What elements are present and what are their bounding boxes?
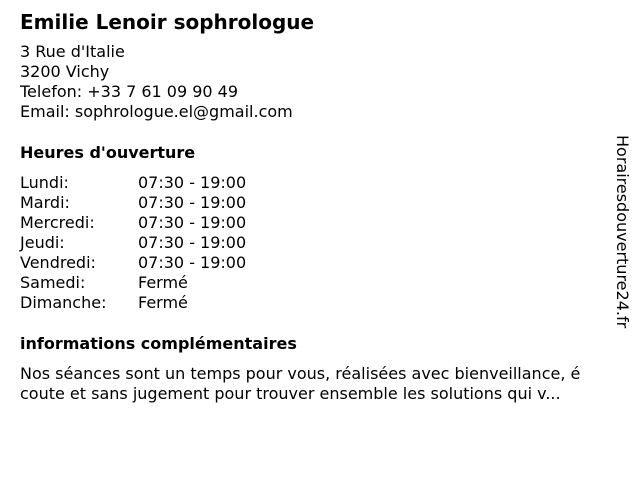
address-street: 3 Rue d'Italie — [20, 42, 125, 61]
hours-row-wednesday — [20, 213, 620, 233]
hours-row-thursday — [20, 233, 620, 253]
business-card — [20, 10, 620, 404]
hours-row-tuesday — [20, 193, 620, 213]
hours-day: Vendredi: — [20, 253, 96, 272]
business-name: Emilie Lenoir sophrologue — [20, 10, 315, 34]
site-watermark: Horairesdouverture24.fr — [613, 135, 632, 329]
hours-day: Mardi: — [20, 193, 70, 212]
hours-row-monday — [20, 173, 620, 193]
hours-day: Dimanche: — [20, 293, 107, 312]
phone-number: Telefon: +33 7 61 09 90 49 — [20, 82, 239, 101]
email-address: Email: sophrologue.el@gmail.com — [20, 102, 293, 121]
hours-row-sunday — [20, 293, 620, 313]
hours-time: Fermé — [138, 293, 188, 312]
opening-hours-heading: Heures d'ouverture — [20, 143, 196, 162]
hours-day: Mercredi: — [20, 213, 95, 232]
hours-time: Fermé — [138, 273, 188, 292]
hours-day: Lundi: — [20, 173, 69, 192]
hours-row-saturday — [20, 273, 620, 293]
address-city: 3200 Vichy — [20, 62, 110, 81]
hours-time: 07:30 - 19:00 — [138, 173, 247, 192]
hours-day: Samedi: — [20, 273, 86, 292]
hours-time: 07:30 - 19:00 — [138, 193, 247, 212]
hours-row-friday — [20, 253, 620, 273]
additional-info-text — [20, 364, 626, 404]
hours-time: 07:30 - 19:00 — [138, 253, 247, 272]
opening-hours-table — [20, 173, 620, 313]
description-line: Nos séances sont un temps pour vous, réalisées avec bienveillance, é — [20, 364, 581, 383]
hours-time: 07:30 - 19:00 — [138, 213, 247, 232]
hours-day: Jeudi: — [20, 233, 65, 252]
contact-block — [20, 42, 620, 122]
additional-info-heading: informations complémentaires — [20, 334, 297, 353]
description-line: coute et sans jugement pour trouver ensemble les solutions qui v... — [20, 384, 561, 403]
hours-time: 07:30 - 19:00 — [138, 233, 247, 252]
